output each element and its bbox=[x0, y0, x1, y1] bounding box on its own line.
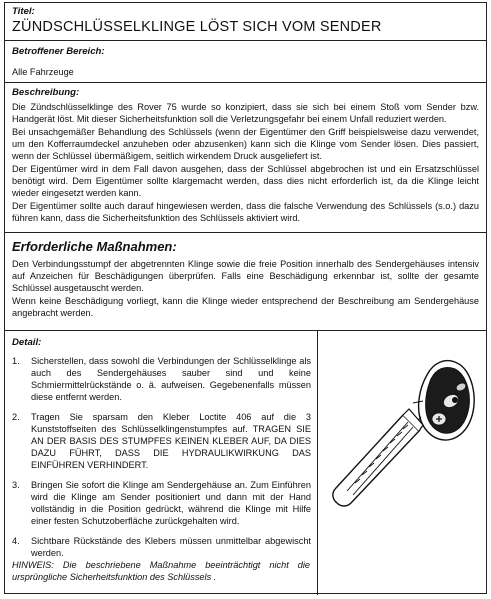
title-section bbox=[5, 3, 486, 41]
step-text: Tragen Sie sparsam den Kleber Loctite 406 auf die 3 Kunststoffseiten des Schlüsselklingenstumpfes auf. TRAGEN SIE AN DER BASIS DES STUMPFES KEINEN KLEBER AUF, DA DIES DAZU FÜHRT, DASS DIE HYDRAULIKWIRKUNG DAS EINFÜHREN VERHINDERT. bbox=[31, 412, 311, 470]
description-label: Beschreibung: bbox=[12, 87, 80, 98]
service-bulletin bbox=[4, 2, 487, 594]
steps-list bbox=[10, 355, 311, 567]
affected-area-section bbox=[5, 41, 486, 83]
affected-area-label: Betroffener Bereich: bbox=[12, 46, 105, 57]
list-item bbox=[10, 355, 311, 403]
step-number: 1. bbox=[12, 356, 20, 366]
measures-text bbox=[12, 258, 479, 320]
step-number: 4. bbox=[12, 536, 20, 546]
step-number: 2. bbox=[12, 412, 20, 422]
description-paragraph: Der Eigentümer sollte auch darauf hingewiesen werden, dass die falsche Verwendung des Schlüssels (s.o.) dazu führen kann, dass die Sicherheitsfunktion des Schlüssels aktiviert wird. bbox=[12, 201, 479, 223]
affected-area-value: Alle Fahrzeuge bbox=[12, 67, 74, 77]
step-text: Bringen Sie sofort die Klinge am Sendergehäuse an. Zum Einführen wird die Klinge am Sender positioniert und dann mit der Hand vollständig in die Position gedrückt, während die Klinge mit Hilfe einer festen Schutzoberfläche zurückgehalten wird. bbox=[31, 480, 311, 526]
description-paragraph: Der Eigentümer wird in dem Fall davon ausgehen, dass der Schlüssel abgebrochen ist und ein Ersatzschlüssel benötigt wird. Dem Eigentümer sollte klargemacht werden, dass dies nicht erforderlich ist, da die Klinge leicht wieder eingesetzt werden kann. bbox=[12, 164, 479, 198]
list-item bbox=[10, 479, 311, 527]
title-label: Titel: bbox=[12, 6, 35, 17]
measures-section bbox=[5, 233, 486, 331]
note: HINWEIS: Die beschriebene Maßnahme beeinträchtigt nicht die ursprüngliche Sicherheitsfunktion des Schlüssels . bbox=[12, 560, 310, 582]
list-item bbox=[10, 535, 311, 559]
step-number: 3. bbox=[12, 480, 20, 490]
description-paragraph: Bei unsachgemäßer Behandlung des Schlüssels (wenn der Eigentümer den Griff beispielsweise dazu verwendet, um den Kofferraumdeckel anzuheben oder abzusenken) kann sich die Klinge vom Sender lösen. Dies passiert, wenn der Schlüssel übermäßigem, seitlich wirkendem Druck ausgeliefert ist. bbox=[12, 127, 479, 161]
key-blade-icon bbox=[333, 409, 423, 506]
step-text: Sichtbare Rückstände des Klebers müssen unmittelbar abgewischt werden. bbox=[31, 536, 311, 558]
key-illustration bbox=[323, 345, 481, 523]
measures-heading: Erforderliche Maßnahmen: bbox=[12, 239, 177, 254]
description-text bbox=[12, 101, 479, 225]
measures-paragraph: Den Verbindungsstumpf der abgetrennten Klinge sowie die freie Position innerhalb des Sendergehäuses intensiv auf Anzeichen für Beschädigungen überprüfen. Falls eine Beschädigung erkennbar ist, sollte der gesamte Schlüssel ausgetauscht werden. bbox=[12, 259, 479, 293]
measures-paragraph: Wenn keine Beschädigung vorliegt, kann die Klinge wieder entsprechend der Beschreibung am Sendergehäuse angebracht werden. bbox=[12, 296, 479, 318]
step-text: Sicherstellen, dass sowohl die Verbindungen der Schlüsselklinge als auch des Sendergehäuses sauber sind und keine Schmiermittelrückstände o. ä. aufweisen. Gegebenenfalls müssen diese entfernt werden. bbox=[31, 356, 311, 402]
list-item bbox=[10, 411, 311, 471]
description-paragraph: Die Zündschlüsselklinge des Rover 75 wurde so konzipiert, dass sie sich bei einem Stoß vom Sender bzw. Handgerät löst. Mit dieser Sicherheitsfunktion soll die Verletzungsgefahr bei einem Unfall reduziert werden. bbox=[12, 102, 479, 124]
column-divider bbox=[317, 331, 318, 595]
detail-label: Detail: bbox=[12, 337, 42, 348]
key-fob-icon bbox=[413, 361, 474, 440]
detail-section bbox=[5, 331, 486, 595]
description-section bbox=[5, 83, 486, 233]
page-title: ZÜNDSCHLÜSSELKLINGE LÖST SICH VOM SENDER bbox=[12, 19, 382, 35]
